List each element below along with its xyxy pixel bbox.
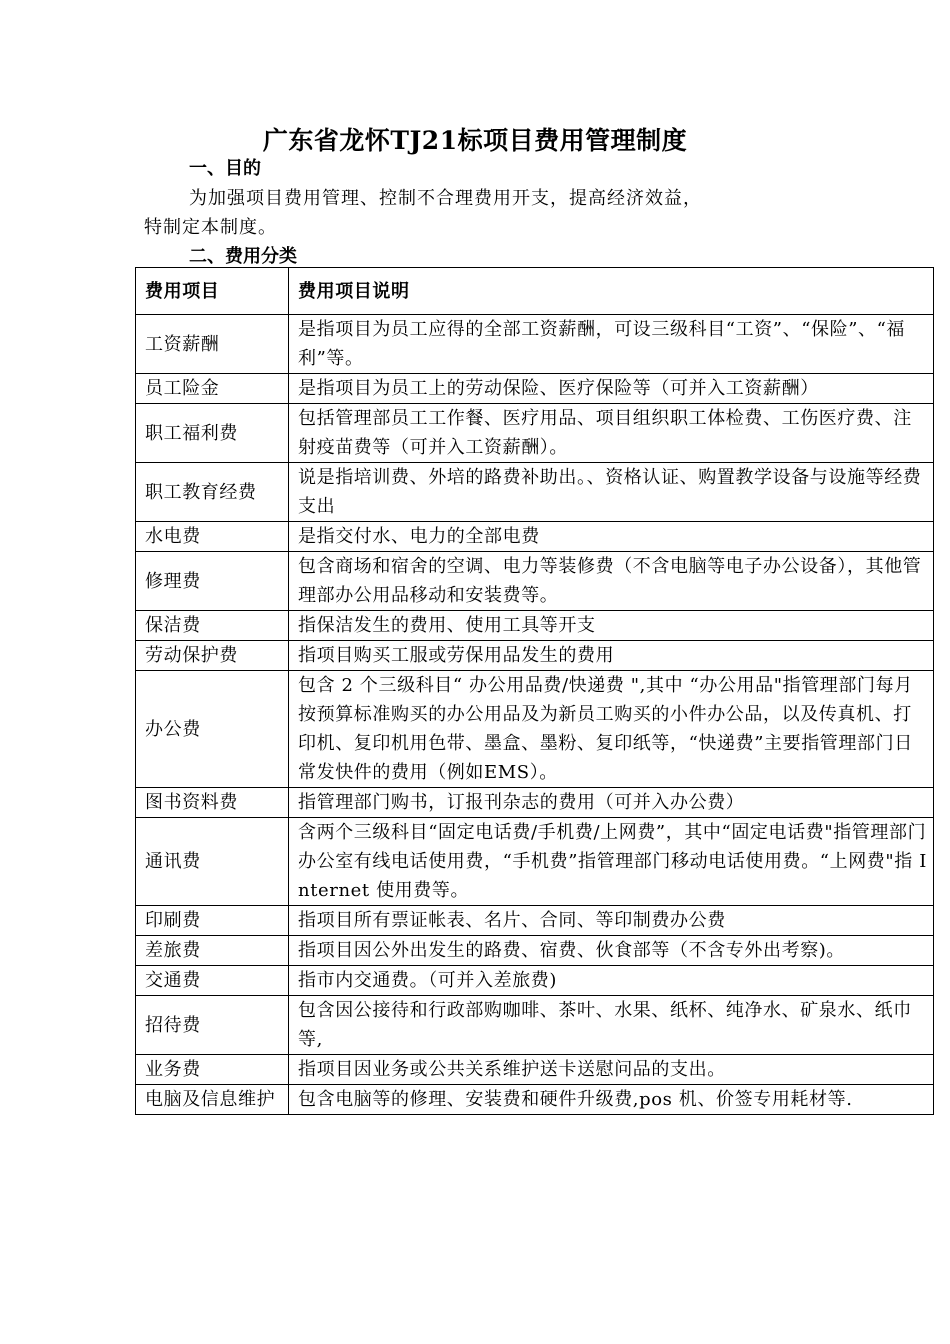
section-heading-categories: 二、费用分类	[189, 246, 297, 267]
header-fee-description: 费用项目说明	[289, 268, 934, 315]
table-row	[136, 404, 934, 463]
fee-description-cell: 指项目所有票证帐表、名片、合同、等印制费办公费	[289, 906, 934, 936]
fee-item-cell: 业务费	[136, 1055, 289, 1085]
fee-item-cell: 保洁费	[136, 611, 289, 641]
table-row	[136, 671, 934, 788]
fee-description-cell: 说是指培训费、外培的路费补助出。、资格认证、购置教学设备与设施等经费支出	[289, 463, 934, 522]
fee-description-cell: 指项目因公外出发生的路费、宿费、伙食部等（不含专外出考察)。	[289, 936, 934, 966]
fee-item-cell: 劳动保护费	[136, 641, 289, 671]
table-row	[136, 996, 934, 1055]
fee-description-cell: 是指交付水、电力的全部电费	[289, 522, 934, 552]
fee-description-cell: 包含 2 个三级科目“ 办公用品费/快递费 ",其中 “办公用品"指管理部门每月按预算标准购买的办公用品及为新员工购买的小件办公品，以及传真机、打印机、复印机用色带、墨盒、墨粉、复印纸等，“快递费”主要指管理部门日常发快件的费用（例如EMS）。	[289, 671, 934, 788]
table-row	[136, 552, 934, 611]
section-heading-purpose: 一、目的	[189, 158, 261, 179]
fee-item-cell: 职工福利费	[136, 404, 289, 463]
fee-item-cell: 水电费	[136, 522, 289, 552]
table-row	[136, 1055, 934, 1085]
table-row	[136, 641, 934, 671]
table-row	[136, 788, 934, 818]
purpose-text-line-2: 特制定本制度。	[144, 217, 277, 238]
table-row	[136, 1085, 934, 1115]
fee-description-cell: 包含商场和宿舍的空调、电力等装修费（不含电脑等电子办公设备），其他管理部办公用品移动和安装费等。	[289, 552, 934, 611]
fee-item-cell: 办公费	[136, 671, 289, 788]
table-row	[136, 906, 934, 936]
fee-description-cell: 包括管理部员工工作餐、医疗用品、项目组织职工体检费、工伤医疗费、注射疫苗费等（可并入工资薪酬）。	[289, 404, 934, 463]
fee-table-body	[136, 315, 934, 1115]
fee-item-cell: 修理费	[136, 552, 289, 611]
fee-item-cell: 差旅费	[136, 936, 289, 966]
table-header-row	[136, 268, 934, 315]
fee-item-cell: 电脑及信息维护	[136, 1085, 289, 1115]
table-row	[136, 611, 934, 641]
table-row	[136, 315, 934, 374]
fee-description-cell: 是指项目为员工上的劳动保险、医疗保险等（可并入工资薪酬）	[289, 374, 934, 404]
table-row	[136, 936, 934, 966]
document-title: 广东省龙怀TJ21标项目费用管理制度	[262, 126, 688, 155]
fee-category-table	[135, 267, 934, 1115]
fee-item-cell: 工资薪酬	[136, 315, 289, 374]
fee-item-cell: 招待费	[136, 996, 289, 1055]
fee-item-cell: 印刷费	[136, 906, 289, 936]
table-row	[136, 966, 934, 996]
table-row	[136, 522, 934, 552]
fee-description-cell: 指项目购买工服或劳保用品发生的费用	[289, 641, 934, 671]
fee-description-cell: 包含电脑等的修理、安装费和硬件升级费,pos 机、价签专用耗材等.	[289, 1085, 934, 1115]
table-row	[136, 374, 934, 404]
fee-description-cell: 指市内交通费。（可并入差旅费)	[289, 966, 934, 996]
fee-item-cell: 职工教育经费	[136, 463, 289, 522]
fee-description-cell: 包含因公接待和行政部购咖啡、茶叶、水果、纸杯、纯净水、矿泉水、纸巾等,	[289, 996, 934, 1055]
fee-description-cell: 是指项目为员工应得的全部工资薪酬，可设三级科目“工资”、“保险”、“福利”等。	[289, 315, 934, 374]
fee-item-cell: 通讯费	[136, 818, 289, 906]
fee-item-cell: 员工险金	[136, 374, 289, 404]
table-row	[136, 818, 934, 906]
fee-description-cell: 指保洁发生的费用、使用工具等开支	[289, 611, 934, 641]
fee-description-cell: 指管理部门购书，订报刊杂志的费用（可并入办公费）	[289, 788, 934, 818]
purpose-text-line-1: 为加强项目费用管理、控制不合理费用开支，提高经济效益，	[189, 188, 702, 209]
header-fee-item: 费用项目	[136, 268, 289, 315]
table-row	[136, 463, 934, 522]
fee-description-cell: 指项目因业务或公共关系维护送卡送慰问品的支出。	[289, 1055, 934, 1085]
fee-item-cell: 图书资料费	[136, 788, 289, 818]
fee-description-cell: 含两个三级科目“固定电话费/手机费/上网费”，其中“固定电话费"指管理部门办公室有线电话使用费，“手机费”指管理部门移动电话使用费。“上网费"指 Internet 使用费等。	[289, 818, 934, 906]
fee-item-cell: 交通费	[136, 966, 289, 996]
